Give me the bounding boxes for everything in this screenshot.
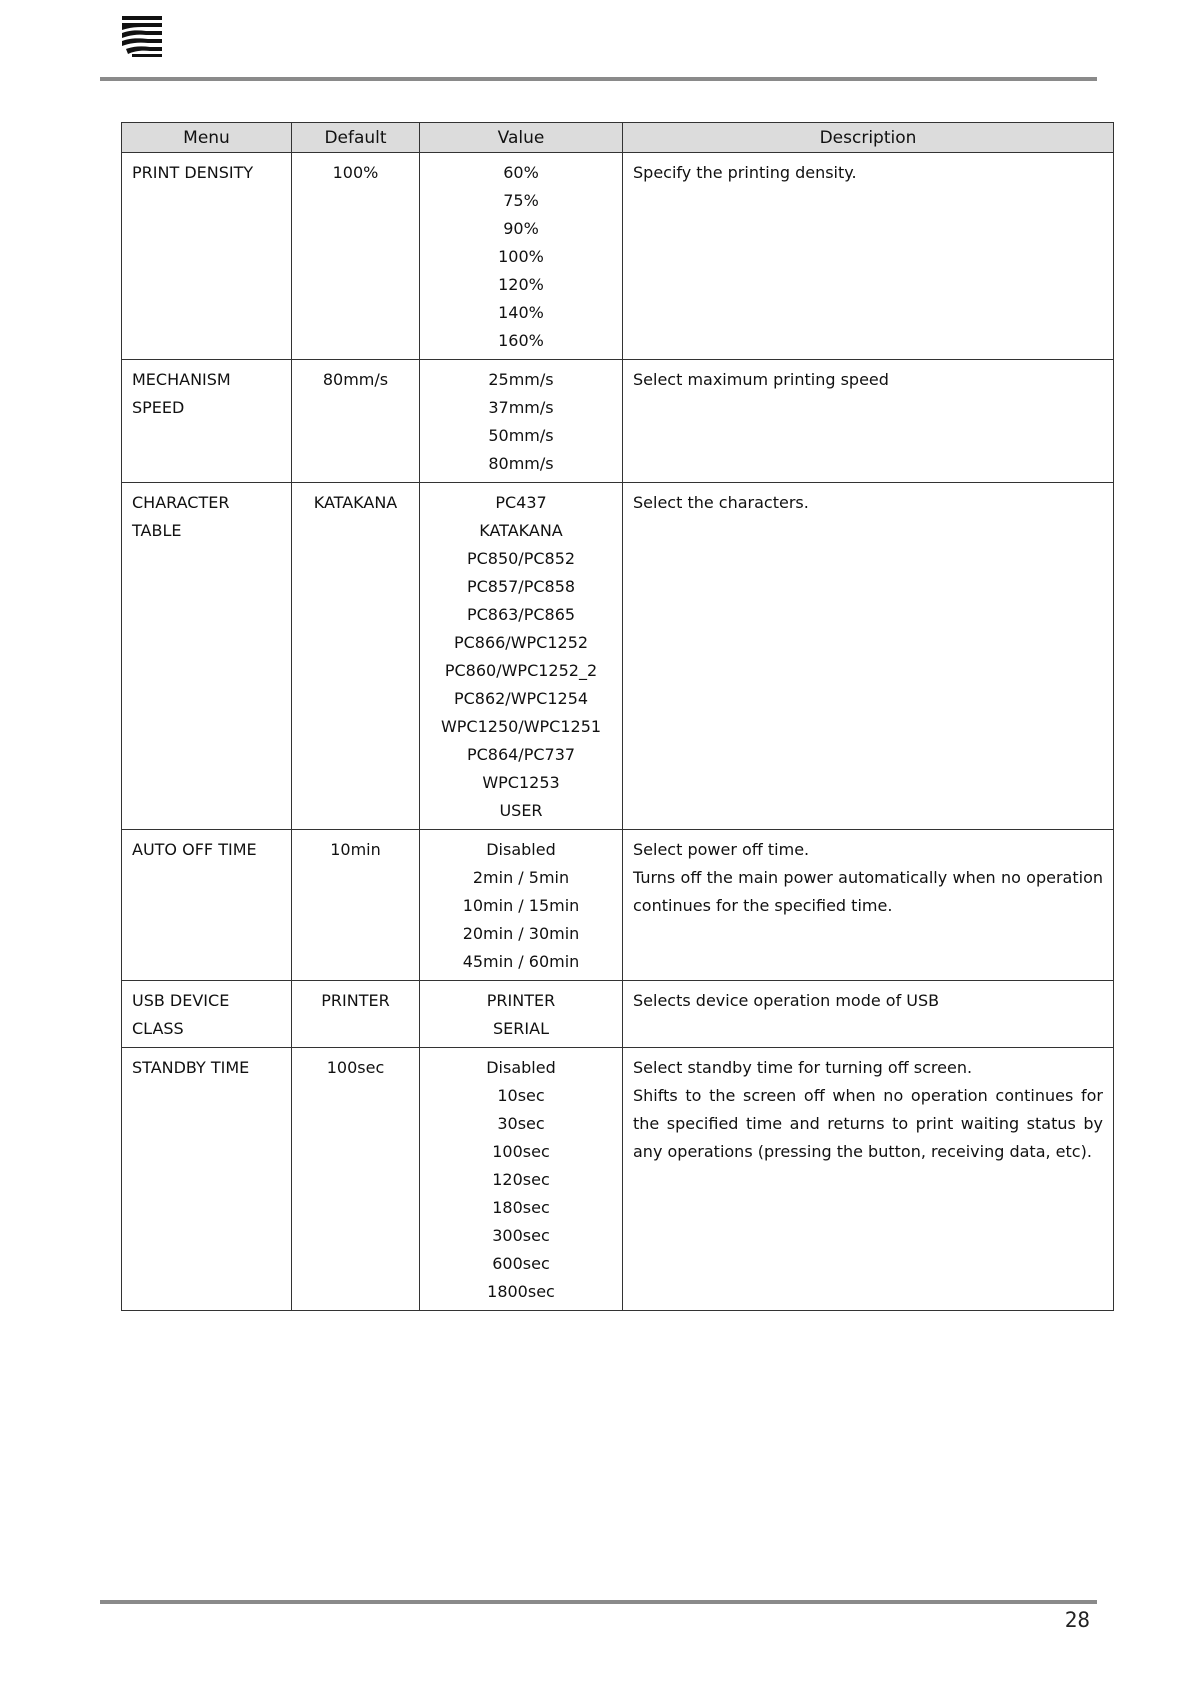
value-options-cell bbox=[420, 830, 623, 981]
value-options-cell bbox=[420, 483, 623, 830]
value-option: PC863/PC865 bbox=[466, 605, 576, 624]
value-option: 600sec bbox=[492, 1254, 550, 1273]
settings-table bbox=[121, 122, 1114, 1311]
value-option: 100% bbox=[498, 247, 544, 266]
value-option: PRINTER bbox=[486, 991, 556, 1010]
value-option: 100sec bbox=[492, 1142, 550, 1161]
value-option: 2min / 5min bbox=[472, 868, 570, 887]
menu-cell bbox=[122, 153, 292, 360]
header-rule bbox=[100, 77, 1097, 81]
value-option: 180sec bbox=[492, 1198, 550, 1217]
value-option: PC860/WPC1252_2 bbox=[444, 661, 598, 680]
value-option: 80mm/s bbox=[488, 454, 554, 473]
value-option: 20min / 30min bbox=[462, 924, 580, 943]
value-option: PC862/WPC1254 bbox=[453, 689, 589, 708]
table-row bbox=[122, 153, 1114, 360]
menu-label: USB DEVICE bbox=[132, 991, 230, 1010]
value-option: 50mm/s bbox=[488, 426, 554, 445]
menu-label: MECHANISM bbox=[132, 370, 231, 389]
menu-label: TABLE bbox=[132, 521, 182, 540]
description-text: Selects device operation mode of USB bbox=[633, 991, 940, 1010]
table-row bbox=[122, 830, 1114, 981]
value-option: PC437 bbox=[495, 493, 547, 512]
value-option: 37mm/s bbox=[488, 398, 554, 417]
description-text: Select maximum printing speed bbox=[633, 370, 889, 389]
description-text: Select standby time for turning off screen. bbox=[633, 1058, 973, 1077]
default-value-cell: 100sec bbox=[292, 1048, 420, 1311]
footer-rule bbox=[100, 1600, 1097, 1604]
description-cell bbox=[623, 483, 1114, 830]
description-text: Select power off time. bbox=[633, 840, 810, 859]
value-option: 1800sec bbox=[487, 1282, 555, 1301]
menu-label: SPEED bbox=[132, 398, 185, 417]
table-header-row bbox=[122, 123, 1114, 153]
value-option: PC857/PC858 bbox=[466, 577, 576, 596]
column-header-value: Value bbox=[420, 123, 623, 153]
menu-label: CLASS bbox=[132, 1019, 184, 1038]
value-option: 45min / 60min bbox=[462, 952, 580, 971]
description-cell bbox=[623, 830, 1114, 981]
menu-label: PRINT DENSITY bbox=[132, 163, 254, 182]
value-option: 25mm/s bbox=[488, 370, 554, 389]
description-cell bbox=[623, 981, 1114, 1048]
description-cell bbox=[623, 153, 1114, 360]
value-options-cell bbox=[420, 1048, 623, 1311]
column-header-description: Description bbox=[623, 123, 1114, 153]
value-options-cell bbox=[420, 153, 623, 360]
menu-label: AUTO OFF TIME bbox=[132, 840, 257, 859]
table-row bbox=[122, 981, 1114, 1048]
default-value-cell: 10min bbox=[292, 830, 420, 981]
value-option: 30sec bbox=[497, 1114, 545, 1133]
value-option: 120% bbox=[498, 275, 544, 294]
value-option: PC850/PC852 bbox=[466, 549, 576, 568]
value-option: 160% bbox=[498, 331, 544, 350]
value-option: USER bbox=[499, 801, 543, 820]
value-option: PC866/WPC1252 bbox=[453, 633, 589, 652]
value-option: Disabled bbox=[486, 1058, 556, 1077]
description-text: Specify the printing density. bbox=[633, 163, 857, 182]
description-cell bbox=[623, 1048, 1114, 1311]
menu-cell bbox=[122, 830, 292, 981]
value-option: Disabled bbox=[486, 840, 556, 859]
menu-label: STANDBY TIME bbox=[132, 1058, 250, 1077]
value-option: 60% bbox=[503, 163, 539, 182]
value-option: 10min / 15min bbox=[462, 896, 580, 915]
default-value-cell: PRINTER bbox=[292, 981, 420, 1048]
value-option: WPC1253 bbox=[482, 773, 560, 792]
menu-cell bbox=[122, 981, 292, 1048]
value-option: 300sec bbox=[492, 1226, 550, 1245]
wave-stripes-logo-icon bbox=[120, 14, 164, 58]
menu-cell bbox=[122, 360, 292, 483]
description-text: Shifts to the screen off when no operation continues for the specified time and returns to print waiting status by any operations (pressing the button, receiving data, etc). bbox=[633, 1086, 1103, 1161]
table-row bbox=[122, 1048, 1114, 1311]
default-value-cell: 100% bbox=[292, 153, 420, 360]
description-text: Select the characters. bbox=[633, 493, 809, 512]
menu-label: CHARACTER bbox=[132, 493, 230, 512]
value-option: 140% bbox=[498, 303, 544, 322]
value-options-cell bbox=[420, 360, 623, 483]
value-option: 75% bbox=[503, 191, 539, 210]
column-header-menu: Menu bbox=[122, 123, 292, 153]
table-row bbox=[122, 360, 1114, 483]
value-option: 10sec bbox=[497, 1086, 545, 1105]
column-header-default: Default bbox=[292, 123, 420, 153]
value-option: WPC1250/WPC1251 bbox=[440, 717, 602, 736]
menu-cell bbox=[122, 1048, 292, 1311]
value-option: KATAKANA bbox=[479, 521, 563, 540]
table-body bbox=[122, 153, 1114, 1311]
value-options-cell bbox=[420, 981, 623, 1048]
value-option: 120sec bbox=[492, 1170, 550, 1189]
value-option: 90% bbox=[503, 219, 539, 238]
default-value-cell: KATAKANA bbox=[292, 483, 420, 830]
value-option: PC864/PC737 bbox=[466, 745, 576, 764]
description-cell bbox=[623, 360, 1114, 483]
description-text: Turns off the main power automatically when no operation continues for the specified time. bbox=[633, 868, 1103, 915]
default-value-cell: 80mm/s bbox=[292, 360, 420, 483]
table-row bbox=[122, 483, 1114, 830]
menu-cell bbox=[122, 483, 292, 830]
value-option: SERIAL bbox=[493, 1019, 549, 1038]
page-number: 28 bbox=[1064, 1608, 1090, 1632]
